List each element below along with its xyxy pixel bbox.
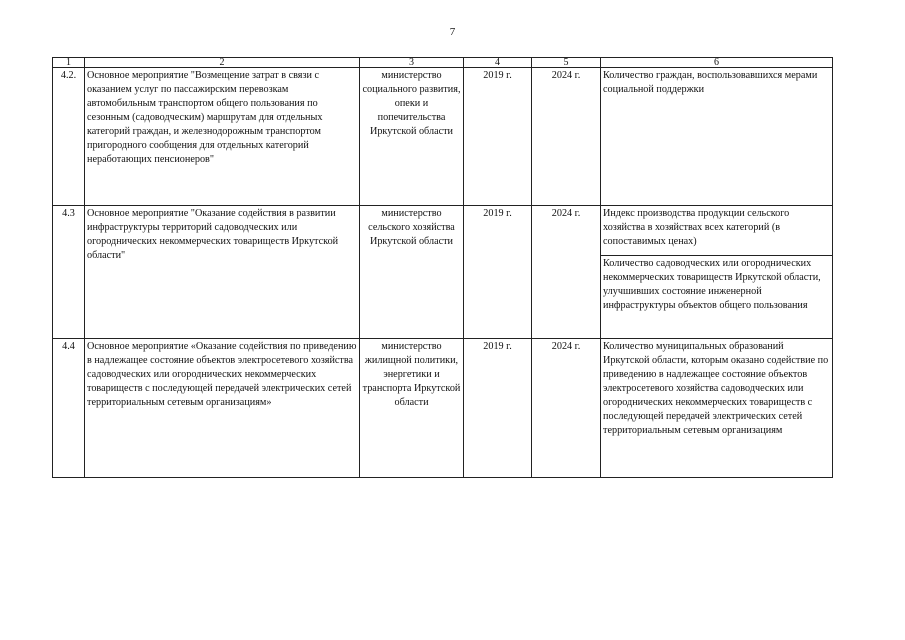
- measure-name: Основное мероприятие "Оказание содействия в развитии инфраструктуры территорий садоводческих или огороднических некоммерческих товариществ Иркутской области": [85, 206, 360, 339]
- header-col-2: 2: [85, 58, 360, 68]
- indicators-cell: [601, 68, 833, 206]
- measure-name: Основное мероприятие "Возмещение затрат в связи с оказанием услуг по пассажирским перевозкам автомобильным транспортом общего пользования по сезонным (садоводческим) маршрутам для отдельных категорий граждан, и железнодорожным транспортом пригородного сообщения для отдельных категорий неработающих пенсионеров": [85, 68, 360, 206]
- executor: министерство сельского хозяйства Иркутской области: [360, 206, 464, 339]
- indicators-cell: [601, 206, 833, 339]
- start-year: 2019 г.: [464, 206, 532, 339]
- start-year: 2019 г.: [464, 339, 532, 478]
- indicator: Количество садоводческих или огороднических некоммерческих товариществ Иркутской области, улучшивших состояние инженерной инфраструктуры объектов общего пользования: [601, 255, 832, 313]
- header-col-6: 6: [601, 58, 833, 68]
- page-number: 7: [449, 26, 456, 38]
- end-year: 2024 г.: [532, 68, 601, 206]
- table-row: [53, 206, 833, 339]
- end-year: 2024 г.: [532, 339, 601, 478]
- header-col-1: 1: [53, 58, 85, 68]
- row-number: 4.2.: [53, 68, 85, 206]
- end-year: 2024 г.: [532, 206, 601, 339]
- indicator: Количество муниципальных образований Иркутской области, которым оказано содействие по приведению в надлежащее состояние объектов электросетевого хозяйства садоводческих или огороднических некоммерческих товариществ с последующей передачей электрических сетей территориальным сетевым организациям: [603, 341, 829, 436]
- header-col-3: 3: [360, 58, 464, 68]
- indicator: Индекс производства продукции сельского хозяйства в хозяйствах всех категорий (в сопоставимых ценах): [603, 208, 790, 247]
- program-table: [52, 57, 833, 478]
- executor: министерство социального развития, опеки и попечительства Иркутской области: [360, 68, 464, 206]
- row-number: 4.3: [53, 206, 85, 339]
- table-row: [53, 339, 833, 478]
- indicators-cell: [601, 339, 833, 478]
- header-col-5: 5: [532, 58, 601, 68]
- header-col-4: 4: [464, 58, 532, 68]
- start-year: 2019 г.: [464, 68, 532, 206]
- table-row: [53, 68, 833, 206]
- executor: министерство жилищной политики, энергетики и транспорта Иркутской области: [360, 339, 464, 478]
- measure-name: Основное мероприятие «Оказание содействия по приведению в надлежащее состояние объектов электросетевого хозяйства садоводческих или огороднических некоммерческих товариществ с последующей передачей электрических сетей территориальным сетевым организациям»: [85, 339, 360, 478]
- indicator: Количество граждан, воспользовавшихся мерами социальной поддержки: [603, 70, 818, 95]
- row-number: 4.4: [53, 339, 85, 478]
- header-row: [53, 58, 833, 68]
